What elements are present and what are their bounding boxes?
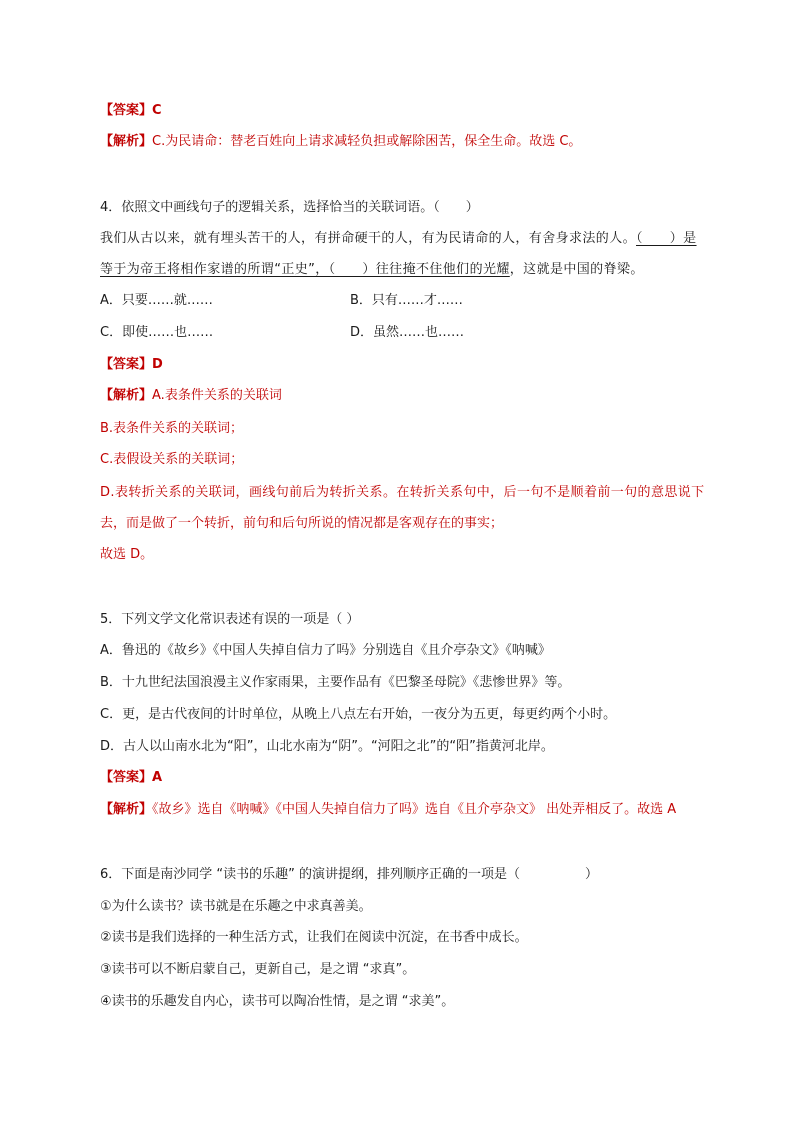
q5-answer-tag: 【答案】 xyxy=(100,770,153,785)
q5-answer xyxy=(100,769,162,787)
q4-analysis-c: C.表假设关系的关联词； xyxy=(100,452,244,467)
q6-item-1: ①为什么读书？读书就是在乐趣之中求真善美。 xyxy=(100,899,372,914)
q5-option-c: C．更，是古代夜间的计时单位，从晚上八点左右开始，一夜分为五更，每更约两个小时。 xyxy=(100,707,617,722)
q3-analysis xyxy=(100,133,581,151)
q4-analysis-b: B.表条件关系的关联词； xyxy=(100,421,244,436)
q4-analysis-a: A.表条件关系的关联词 xyxy=(152,388,282,403)
q4-answer-tag: 【答案】 xyxy=(100,357,153,372)
q3-answer xyxy=(100,102,162,120)
q4-analysis-d-line2: 去，而是做了一个转折，前句和后句所说的情况都是客观存在的事实； xyxy=(100,516,504,531)
q4-answer xyxy=(100,356,163,374)
q4-passage-line2-plain: ，这就是中国的脊梁。 xyxy=(509,262,644,277)
q3-analysis-text: C.为民请命：替老百姓向上请求减轻负担或解除困苦，保全生命。故选 C。 xyxy=(152,134,582,149)
q4-option-b: B．只有……才…… xyxy=(350,293,463,308)
q3-answer-value: C xyxy=(152,103,162,118)
q3-analysis-tag: 【解析】 xyxy=(100,134,153,149)
q6-item-4: ④读书的乐趣发自内心，读书可以陶冶性情，是之谓 “求美”。 xyxy=(100,994,455,1009)
q4-conclusion: 故选 D。 xyxy=(100,547,154,562)
q4-option-c: C．即使……也…… xyxy=(100,325,214,340)
q4-passage-line1-plain: 我们从古以来，就有埋头苦干的人，有拼命硬干的人，有为民请命的人，有舍身求法的人。 xyxy=(100,231,637,246)
q3-answer-tag: 【答案】 xyxy=(100,103,153,118)
q5-analysis xyxy=(100,801,676,819)
q4-option-d: D．虽然……也…… xyxy=(350,325,465,340)
q4-passage-line2-underlined: 等于为帝王将相作家谱的所谓“正史”，（ ）往往掩不住他们的光耀 xyxy=(100,262,510,277)
q6-item-3: ③读书可以不断启蒙自己，更新自己，是之谓 “求真”。 xyxy=(100,962,416,977)
q5-option-d: D．古人以山南水北为“阳”，山北水南为“阴”。“河阳之北”的“阳”指黄河北岸。 xyxy=(100,739,554,754)
q4-stem: 4．依照文中画线句子的逻辑关系，选择恰当的关联词语。（ ） xyxy=(100,200,479,215)
q5-option-a: A．鲁迅的《故乡》《中国人失掉自信力了吗》分别选自《且介亭杂文》《呐喊》 xyxy=(100,643,551,658)
q4-analysis-d-line1: D.表转折关系的关联词，画线句前后为转折关系。在转折关系句中，后一句不是顺着前一句的意思说下 xyxy=(100,485,705,500)
q4-passage-line1-underlined: （ ）是 xyxy=(636,231,697,246)
q4-passage-line1 xyxy=(100,230,697,248)
q4-passage-line2 xyxy=(100,261,644,279)
q4-analysis xyxy=(100,387,282,405)
q5-analysis-tag: 【解析】 xyxy=(100,802,153,817)
q4-analysis-tag: 【解析】 xyxy=(100,388,153,403)
q6-stem: 6．下面是南沙同学 “读书的乐趣” 的演讲提纲，排列顺序正确的一项是（ ） xyxy=(100,867,599,882)
q6-item-2: ②读书是我们选择的一种生活方式，让我们在阅读中沉淀，在书香中成长。 xyxy=(100,930,528,945)
q5-option-b: B．十九世纪法国浪漫主义作家雨果，主要作品有《巴黎圣母院》《悲惨世界》等。 xyxy=(100,675,571,690)
q5-analysis-text: 《故乡》选自《呐喊》《中国人失掉自信力了吗》选自《且介亭杂文》 出处弄相反了。故选 A xyxy=(152,802,677,817)
q4-option-a: A．只要……就…… xyxy=(100,293,213,308)
q5-answer-value: A xyxy=(152,770,163,785)
q4-answer-value: D xyxy=(152,357,163,372)
q5-stem: 5．下列文学文化常识表述有误的一项是（ ） xyxy=(100,612,360,627)
